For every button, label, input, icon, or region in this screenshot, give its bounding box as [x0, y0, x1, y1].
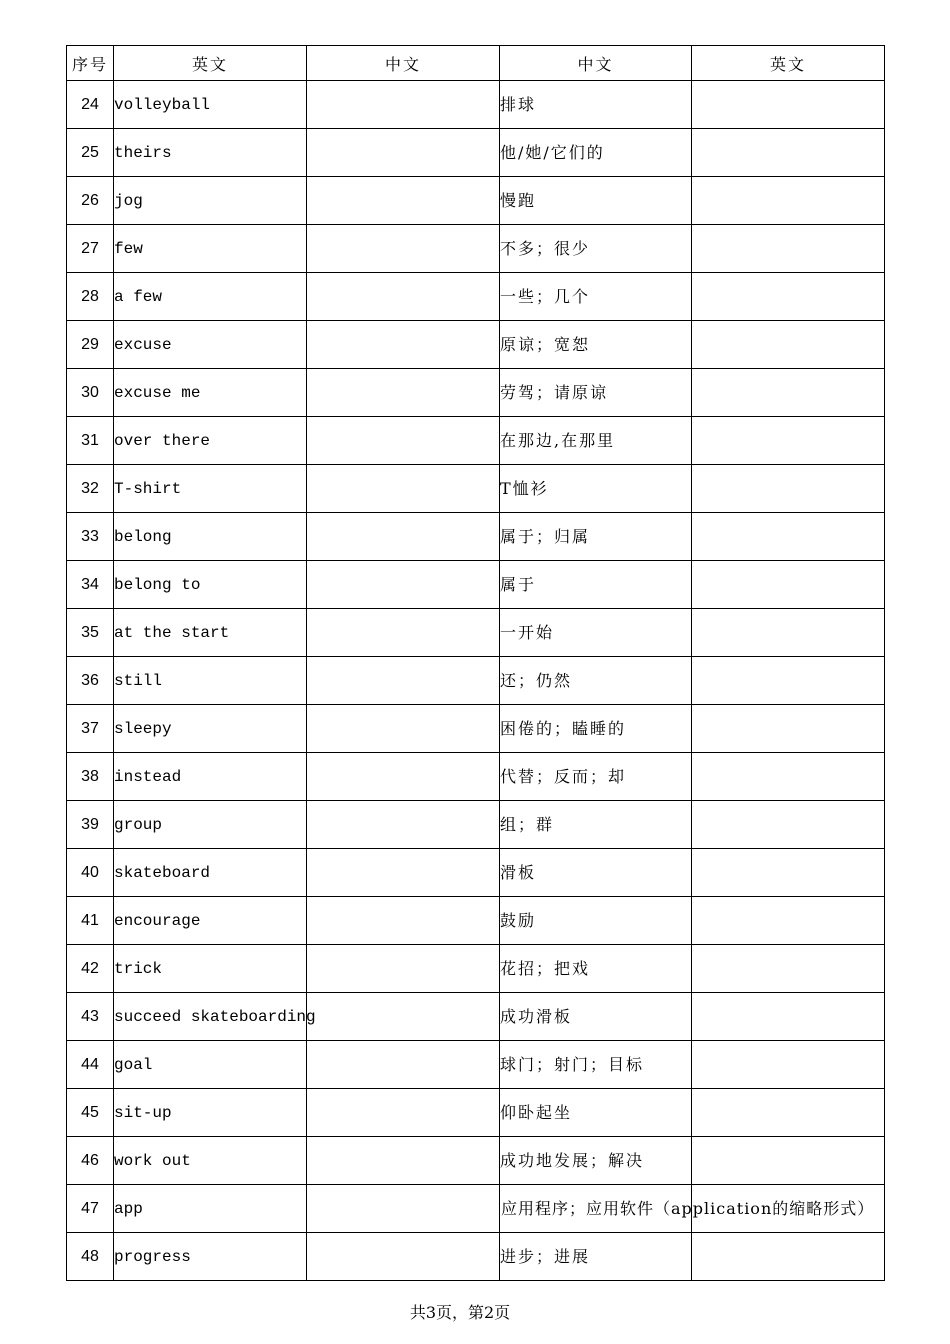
- table-row: [67, 561, 885, 609]
- row-number: 44: [67, 1041, 114, 1089]
- table-row: [67, 177, 885, 225]
- english-word: T-shirt: [114, 465, 307, 513]
- english-word: encourage: [114, 897, 307, 945]
- chinese-answer-blank[interactable]: [307, 609, 500, 657]
- chinese-answer-blank[interactable]: [307, 705, 500, 753]
- row-number: 32: [67, 465, 114, 513]
- english-answer-blank[interactable]: [692, 657, 885, 705]
- chinese-answer-blank[interactable]: [307, 81, 500, 129]
- table-row: [67, 1233, 885, 1281]
- row-number: 31: [67, 417, 114, 465]
- table-row: [67, 705, 885, 753]
- table-row: [67, 993, 885, 1041]
- table-row: [67, 1041, 885, 1089]
- table-row: [67, 321, 885, 369]
- chinese-answer-blank[interactable]: [307, 1185, 500, 1233]
- english-word: sleepy: [114, 705, 307, 753]
- table-row: [67, 753, 885, 801]
- english-answer-blank[interactable]: [692, 1041, 885, 1089]
- english-answer-blank[interactable]: [692, 369, 885, 417]
- chinese-meaning: 慢跑: [500, 177, 692, 225]
- chinese-answer-blank[interactable]: [307, 225, 500, 273]
- chinese-meaning: 组；群: [500, 801, 692, 849]
- chinese-answer-blank[interactable]: [307, 897, 500, 945]
- english-answer-blank[interactable]: [692, 417, 885, 465]
- row-number: 39: [67, 801, 114, 849]
- chinese-meaning: 排球: [500, 81, 692, 129]
- table-row: [67, 1089, 885, 1137]
- english-answer-blank[interactable]: [692, 561, 885, 609]
- english-word: still: [114, 657, 307, 705]
- english-word: instead: [114, 753, 307, 801]
- table-row: [67, 609, 885, 657]
- header-english-blank: 英文: [692, 46, 885, 81]
- english-word: theirs: [114, 129, 307, 177]
- english-answer-blank[interactable]: [692, 513, 885, 561]
- english-answer-blank[interactable]: [692, 801, 885, 849]
- english-answer-blank[interactable]: [692, 897, 885, 945]
- chinese-answer-blank[interactable]: [307, 1089, 500, 1137]
- english-answer-blank[interactable]: [692, 273, 885, 321]
- english-word: over there: [114, 417, 307, 465]
- vocabulary-table: [66, 45, 885, 1281]
- chinese-meaning: 困倦的；瞌睡的: [500, 705, 692, 753]
- chinese-meaning: 还；仍然: [500, 657, 692, 705]
- english-word: group: [114, 801, 307, 849]
- row-number: 35: [67, 609, 114, 657]
- chinese-answer-blank[interactable]: [307, 1137, 500, 1185]
- english-word: excuse: [114, 321, 307, 369]
- chinese-answer-blank[interactable]: [307, 369, 500, 417]
- row-number: 26: [67, 177, 114, 225]
- english-answer-blank[interactable]: [692, 225, 885, 273]
- row-number: 33: [67, 513, 114, 561]
- english-word: volleyball: [114, 81, 307, 129]
- english-answer-blank[interactable]: [692, 321, 885, 369]
- chinese-answer-blank[interactable]: [307, 321, 500, 369]
- header-english: 英文: [114, 46, 307, 81]
- table-row: [67, 849, 885, 897]
- english-answer-blank[interactable]: [692, 753, 885, 801]
- table-row: [67, 657, 885, 705]
- chinese-answer-blank[interactable]: [307, 657, 500, 705]
- english-word: sit-up: [114, 1089, 307, 1137]
- table-row: [67, 801, 885, 849]
- row-number: 43: [67, 993, 114, 1041]
- chinese-meaning: 球门；射门；目标: [500, 1041, 692, 1089]
- english-word: succeed skateboarding: [114, 993, 307, 1041]
- english-answer-blank[interactable]: [692, 609, 885, 657]
- chinese-answer-blank[interactable]: [307, 1233, 500, 1281]
- table-row: [67, 417, 885, 465]
- vocabulary-sheet: [66, 45, 885, 1281]
- chinese-meaning: 劳驾；请原谅: [500, 369, 692, 417]
- chinese-answer-blank[interactable]: [307, 273, 500, 321]
- table-row: [67, 945, 885, 993]
- chinese-meaning: 他/她/它们的: [500, 129, 692, 177]
- chinese-meaning: 不多；很少: [500, 225, 692, 273]
- chinese-meaning: 仰卧起坐: [500, 1089, 692, 1137]
- row-number: 27: [67, 225, 114, 273]
- row-number: 48: [67, 1233, 114, 1281]
- english-word: at the start: [114, 609, 307, 657]
- row-number: 45: [67, 1089, 114, 1137]
- row-number: 25: [67, 129, 114, 177]
- chinese-answer-blank[interactable]: [307, 417, 500, 465]
- chinese-answer-blank[interactable]: [307, 753, 500, 801]
- english-word: jog: [114, 177, 307, 225]
- page-footer: 共3页，第2页: [409, 1303, 511, 1322]
- chinese-answer-blank[interactable]: [307, 561, 500, 609]
- chinese-meaning: 代替；反而；却: [500, 753, 692, 801]
- row-number: 41: [67, 897, 114, 945]
- chinese-meaning: 进步；进展: [500, 1233, 692, 1281]
- row-number: 29: [67, 321, 114, 369]
- chinese-answer-blank[interactable]: [307, 177, 500, 225]
- chinese-meaning: T恤衫: [500, 465, 692, 513]
- table-row: [67, 513, 885, 561]
- chinese-answer-blank[interactable]: [307, 849, 500, 897]
- header-row: [67, 46, 885, 81]
- english-word: goal: [114, 1041, 307, 1089]
- row-number: 42: [67, 945, 114, 993]
- row-number: 38: [67, 753, 114, 801]
- table-row: [67, 1185, 885, 1233]
- english-answer-blank[interactable]: [692, 705, 885, 753]
- table-row: [67, 225, 885, 273]
- chinese-answer-blank[interactable]: [307, 1041, 500, 1089]
- english-answer-blank[interactable]: [692, 1089, 885, 1137]
- table-row: [67, 1137, 885, 1185]
- english-answer-blank[interactable]: [692, 1137, 885, 1185]
- chinese-meaning: 成功地发展；解决: [500, 1137, 692, 1185]
- english-word: work out: [114, 1137, 307, 1185]
- row-number: 37: [67, 705, 114, 753]
- table-row: [67, 129, 885, 177]
- chinese-answer-blank[interactable]: [307, 465, 500, 513]
- row-number: 36: [67, 657, 114, 705]
- english-word: belong: [114, 513, 307, 561]
- chinese-meaning: 属于；归属: [500, 513, 692, 561]
- table-row: [67, 465, 885, 513]
- chinese-meaning: 在那边,在那里: [500, 417, 692, 465]
- header-number: 序号: [67, 46, 114, 81]
- chinese-answer-blank[interactable]: [307, 129, 500, 177]
- chinese-meaning: 原谅；宽恕: [500, 321, 692, 369]
- english-answer-blank[interactable]: [692, 1233, 885, 1281]
- english-word: progress: [114, 1233, 307, 1281]
- chinese-meaning: 鼓励: [500, 897, 692, 945]
- row-number: 28: [67, 273, 114, 321]
- chinese-meaning: 一些；几个: [500, 273, 692, 321]
- chinese-answer-blank[interactable]: [307, 993, 500, 1041]
- english-answer-blank[interactable]: [692, 177, 885, 225]
- row-number: 47: [67, 1185, 114, 1233]
- row-number: 34: [67, 561, 114, 609]
- row-number: 24: [67, 81, 114, 129]
- row-number: 46: [67, 1137, 114, 1185]
- header-chinese-blank: 中文: [307, 46, 500, 81]
- chinese-meaning: 花招；把戏: [500, 945, 692, 993]
- english-answer-blank[interactable]: [692, 945, 885, 993]
- english-answer-blank[interactable]: [692, 849, 885, 897]
- table-row: [67, 273, 885, 321]
- english-word: skateboard: [114, 849, 307, 897]
- english-word: few: [114, 225, 307, 273]
- header-chinese: 中文: [500, 46, 692, 81]
- chinese-answer-blank[interactable]: [307, 513, 500, 561]
- chinese-meaning: 成功滑板: [500, 993, 692, 1041]
- english-word: app: [114, 1185, 307, 1233]
- chinese-answer-blank[interactable]: [307, 801, 500, 849]
- table-row: [67, 81, 885, 129]
- english-word: belong to: [114, 561, 307, 609]
- english-answer-blank[interactable]: [692, 993, 885, 1041]
- chinese-answer-blank[interactable]: [307, 945, 500, 993]
- english-word: a few: [114, 273, 307, 321]
- english-answer-blank[interactable]: [692, 129, 885, 177]
- english-word: excuse me: [114, 369, 307, 417]
- english-word: trick: [114, 945, 307, 993]
- chinese-meaning: 一开始: [500, 609, 692, 657]
- row-number: 30: [67, 369, 114, 417]
- table-row: [67, 369, 885, 417]
- row-number: 40: [67, 849, 114, 897]
- table-row: [67, 897, 885, 945]
- english-answer-blank[interactable]: [692, 465, 885, 513]
- chinese-meaning: 属于: [500, 561, 692, 609]
- english-answer-blank[interactable]: [692, 81, 885, 129]
- chinese-meaning: 滑板: [500, 849, 692, 897]
- chinese-meaning: 应用程序；应用软件（application的缩略形式）: [500, 1185, 692, 1233]
